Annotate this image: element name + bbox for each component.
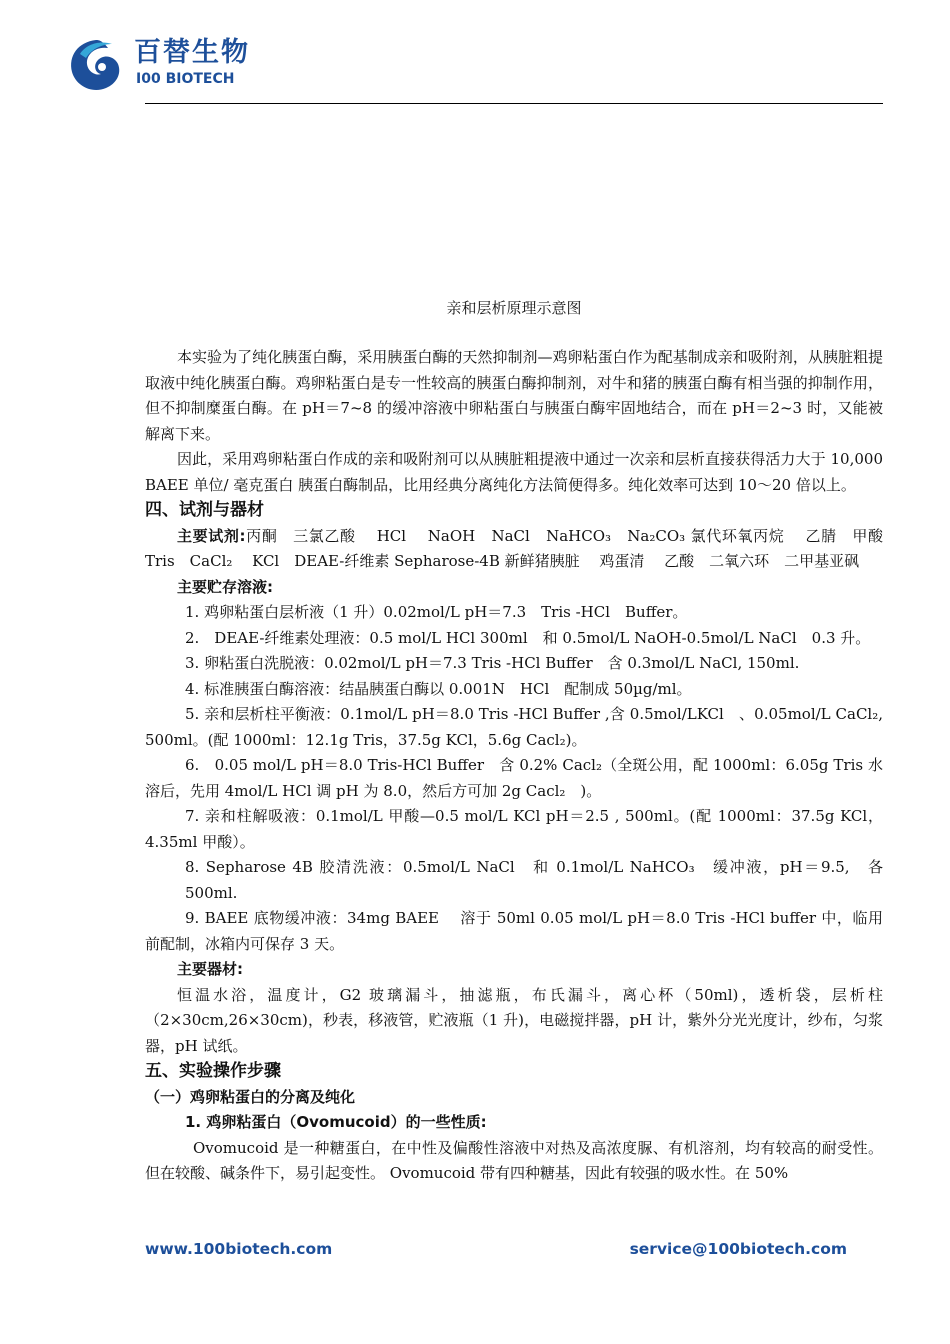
reagents-paragraph bbox=[145, 524, 883, 575]
reagents-list: 丙酮 三氯乙酸 HCl NaOH NaCl NaHCO₃ Na₂CO₃ 氯代环氧丙烷 乙腈 甲酸 Tris CaCl₂ KCl DEAE-纤维素 Sepharose-4B 新鲜猪胰脏 鸡蛋清 乙酸 二氧六环 二甲基亚砜 bbox=[145, 526, 884, 570]
summary-paragraph: 因此，采用鸡卵粘蛋白作成的亲和吸附剂可以从胰脏粗提液中通过一次亲和层析直接获得活力大于 10,000 BAEE 单位/ 毫克蛋白 胰蛋白酶制品，比用经典分离纯化方法简便得多。纯化效率可达到 10～20 倍以上。 bbox=[145, 450, 883, 494]
stock-solutions-label: 主要贮存溶液: bbox=[177, 577, 273, 596]
stock-item: 6. 0.05 mol/L pH＝8.0 Tris-HCl Buffer 含 0.2% Cacl₂（全斑公用，配 1000ml：6.05g Tris 水溶后，先用 4mol/L HCl 调 pH 为 8.0，然后方可加 2g Cacl₂ )。 bbox=[145, 756, 883, 800]
logo-swirl-icon bbox=[66, 36, 126, 94]
header-divider bbox=[145, 103, 883, 104]
document-body bbox=[145, 345, 883, 1187]
stock-item: 8. Sepharose 4B 胶清洗液：0.5mol/L NaCl 和 0.1mol/L NaHCO₃ 缓冲液，pH＝9.5, 各 500ml. bbox=[185, 858, 883, 902]
subsection-1-heading: （一）鸡卵粘蛋白的分离及纯化 bbox=[145, 1087, 356, 1106]
stock-item: 2. DEAE-纤维素处理液：0.5 mol/L HCl 300ml 和 0.5mol/L NaOH-0.5mol/L NaCl 0.3 升。 bbox=[185, 628, 871, 647]
ovomucoid-paragraph: Ovomucoid 是一种糖蛋白，在中性及偏酸性溶液中对热及高浓度脲、有机溶剂，均有较高的耐受性。但在较酸、碱条件下，易引起变性。 Ovomucoid 带有四种糖基，因此有较强的吸水性。在 50% bbox=[145, 1138, 883, 1182]
footer-website[interactable]: www.100biotech.com bbox=[145, 1240, 333, 1258]
equipment-label: 主要器材: bbox=[177, 960, 243, 978]
company-logo bbox=[66, 36, 266, 96]
stock-item: 5. 亲和层析柱平衡液：0.1mol/L pH＝8.0 Tris -HCl Buffer ,含 0.5mol/LKCl 、0.05mol/L CaCl₂, 500ml。(配 1000ml：12.1g Tris，37.5g KCl，5.6g Cacl₂)。 bbox=[145, 705, 883, 749]
logo-english-name: I00 BIOTECH bbox=[136, 71, 235, 87]
stock-item: 9. BAEE 底物缓冲液：34mg BAEE 溶于 50ml 0.05 mol/L pH＝8.0 Tris -HCl buffer 中，临用前配制，冰箱内可保存 3 天。 bbox=[145, 909, 883, 953]
equipment-list: 恒温水浴，温度计，G2 玻璃漏斗，抽滤瓶，布氏漏斗，离心杯（50ml)，透析袋，层析柱（2×30cm,26×30cm)，秒表，移液管，贮液瓶（1 升)，电磁搅拌器，pH 计，紫外分光光度计，纱布，匀浆器，pH 试纸。 bbox=[145, 985, 883, 1055]
stock-item: 3. 卵粘蛋白洗脱液：0.02mol/L pH＝7.3 Tris -HCl Buffer 含 0.3mol/L NaCl, 150ml. bbox=[185, 654, 800, 672]
reagents-label: 主要试剂: bbox=[177, 526, 246, 545]
section-5-heading: 五、实验操作步骤 bbox=[145, 1061, 281, 1081]
stock-item: 1. 鸡卵粘蛋白层析液（1 升）0.02mol/L pH＝7.3 Tris -HCl Buffer。 bbox=[185, 603, 688, 621]
stock-item: 4. 标准胰蛋白酶溶液：结晶胰蛋白酶以 0.001N HCl 配制成 50µg/ml。 bbox=[185, 679, 692, 698]
footer-email[interactable]: service@100biotech.com bbox=[629, 1240, 847, 1258]
subsection-1-1-heading: 1. 鸡卵粘蛋白（Ovomucoid）的一些性质: bbox=[185, 1113, 487, 1131]
stock-item: 7. 亲和柱解吸液：0.1mol/L 甲酸—0.5 mol/L KCl pH＝2.5 , 500ml。(配 1000ml：37.5g KCl，4.35ml 甲酸）。 bbox=[145, 807, 883, 851]
intro-paragraph: 本实验为了纯化胰蛋白酶，采用胰蛋白酶的天然抑制剂—鸡卵粘蛋白作为配基制成亲和吸附剂，从胰脏粗提取液中纯化胰蛋白酶。鸡卵粘蛋白是专一性较高的胰蛋白酶抑制剂，对牛和猪的胰蛋白酶有相当强的抑制作用，但不抑制糜蛋白酶。在 pH＝7~8 的缓冲溶液中卵粘蛋白与胰蛋白酶牢固地结合，而在 pH＝2~3 时，又能被解离下来。 bbox=[145, 348, 883, 443]
section-4-heading: 四、试剂与器材 bbox=[145, 500, 264, 520]
logo-chinese-name: 百替生物 bbox=[134, 37, 250, 68]
figure-caption: 亲和层析原理示意图 bbox=[446, 299, 582, 317]
